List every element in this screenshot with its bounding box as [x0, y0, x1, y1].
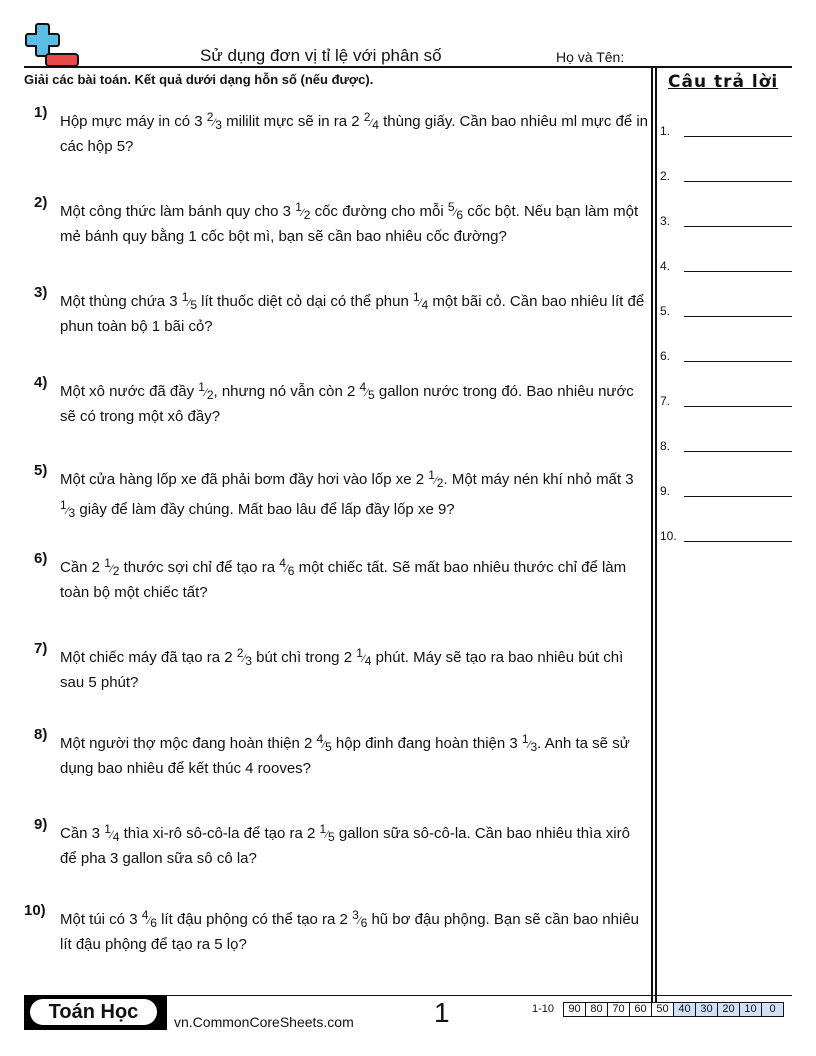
name-label: Họ và Tên: — [556, 49, 625, 65]
question-number: 5) — [34, 462, 48, 479]
question-text-segment: gallon sữa sô-cô-la. Cần bao nhiêu thìa xirô để pha 3 gallon sữa sô cô la? — [60, 825, 630, 867]
score-cell: 40 — [674, 1003, 696, 1017]
fraction-slash: ⁄ — [370, 117, 373, 129]
fraction-slash: ⁄ — [204, 387, 207, 399]
fraction-denominator: 3 — [215, 118, 222, 132]
question-text-segment: thùng giấy. Cần bao nhiêu ml mực để in các hộp 5? — [60, 113, 649, 155]
fraction — [295, 200, 311, 222]
answer-line[interactable] — [684, 226, 792, 227]
fraction-denominator: 5 — [190, 298, 197, 312]
fraction — [319, 822, 335, 844]
question-number: 6) — [34, 550, 48, 567]
fraction-slash: ⁄ — [323, 739, 326, 751]
fraction-numerator: 1 — [356, 646, 363, 660]
answer-number: 10. — [660, 529, 677, 543]
question-number: 8) — [34, 726, 48, 743]
question-item — [34, 196, 650, 248]
fraction-numerator: 1 — [181, 290, 189, 304]
fraction-slash: ⁄ — [419, 297, 422, 309]
fraction-denominator: 4 — [421, 298, 429, 312]
fraction-denominator: 6 — [456, 208, 464, 222]
answer-line[interactable] — [684, 406, 792, 407]
fraction-slash: ⁄ — [454, 207, 457, 219]
answer-field[interactable] — [660, 529, 792, 545]
answer-field[interactable] — [660, 394, 792, 410]
fraction — [521, 732, 538, 754]
fraction-slash: ⁄ — [188, 297, 191, 309]
fraction — [316, 732, 332, 754]
fraction-slash: ⁄ — [362, 653, 365, 665]
fraction-numerator: 4 — [279, 556, 286, 570]
answer-line[interactable] — [684, 451, 792, 452]
brand-label: Toán Học — [30, 999, 157, 1025]
fraction-numerator: 1 — [319, 822, 327, 836]
fraction-slash: ⁄ — [358, 915, 361, 927]
fraction — [428, 468, 444, 490]
score-table — [563, 1002, 784, 1017]
question-number: 1) — [34, 104, 48, 121]
answer-field[interactable] — [660, 304, 792, 320]
page-number: 1 — [434, 997, 450, 1028]
answer-line[interactable] — [684, 271, 792, 272]
fraction — [198, 380, 214, 402]
fraction-numerator: 1 — [428, 468, 435, 482]
question-text-segment: Hộp mực máy in có 3 — [60, 113, 207, 130]
fraction-slash: ⁄ — [110, 563, 113, 575]
fraction-slash: ⁄ — [243, 653, 246, 665]
answer-line[interactable] — [684, 541, 792, 542]
question-text-segment: một chiếc tất. Sẽ mất bao nhiêu thước chỉ để làm toàn bộ một chiếc tất? — [60, 559, 627, 601]
question-text-segment: phút. Máy sẽ tạo ra bao nhiêu bút chì sau 5 phút? — [60, 649, 624, 691]
fraction-numerator: 1 — [412, 290, 420, 304]
score-cell: 0 — [762, 1003, 784, 1017]
answer-field[interactable] — [660, 484, 792, 500]
fraction-slash: ⁄ — [285, 563, 288, 575]
column-divider — [651, 67, 653, 1002]
fraction — [181, 290, 197, 312]
answer-number: 6. — [660, 349, 671, 363]
plus-minus-logo-icon — [24, 22, 80, 68]
question-text-segment: Một thùng chứa 3 — [60, 293, 182, 310]
question-item — [34, 286, 650, 338]
answer-field[interactable] — [660, 169, 792, 185]
fraction-denominator: 4 — [364, 654, 372, 668]
fraction-slash: ⁄ — [66, 505, 69, 517]
answer-line[interactable] — [684, 496, 792, 497]
question-item — [34, 552, 650, 604]
score-cell: 50 — [652, 1003, 674, 1017]
question-text-segment: hũ bơ đậu phộng. Bạn sẽ cần bao nhiêu lít đậu phộng để tạo ra 5 lọ? — [60, 911, 640, 953]
answer-number: 4. — [660, 259, 671, 273]
fraction — [236, 646, 252, 668]
fraction-slash: ⁄ — [110, 829, 113, 841]
fraction — [104, 556, 120, 578]
answer-field[interactable] — [660, 439, 792, 455]
question-text-segment: lít đậu phộng có thể tạo ra 2 — [156, 911, 353, 928]
fraction-denominator: 6 — [150, 916, 157, 930]
fraction-numerator: 1 — [295, 200, 302, 214]
question-text-segment: lít thuốc diệt cỏ dại có thể phun — [197, 293, 413, 310]
question-item — [34, 376, 650, 428]
question-text-segment: Một công thức làm bánh quy cho 3 — [60, 203, 296, 220]
fraction-denominator: 6 — [360, 916, 368, 930]
fraction-denominator: 6 — [287, 564, 295, 578]
question-text — [60, 728, 650, 780]
fraction-denominator: 3 — [530, 740, 538, 754]
answer-field[interactable] — [660, 349, 792, 365]
fraction — [279, 556, 295, 578]
fraction-denominator: 2 — [206, 388, 214, 402]
fraction — [412, 290, 429, 312]
question-text — [60, 552, 650, 604]
question-text-segment: Một túi có 3 — [60, 911, 142, 928]
answer-field[interactable] — [660, 214, 792, 230]
fraction-denominator: 3 — [245, 654, 252, 668]
fraction-numerator: 4 — [359, 380, 367, 394]
answer-number: 7. — [660, 394, 671, 408]
fraction — [141, 908, 157, 930]
question-text — [60, 106, 650, 158]
question-text — [60, 196, 650, 248]
question-item — [34, 464, 650, 524]
question-text-segment: một bãi cỏ. Cần bao nhiêu lít để phun toàn bộ 1 bãi cỏ? — [60, 293, 645, 335]
fraction — [352, 908, 368, 930]
question-text-segment: Một xô nước đã đầy — [60, 383, 199, 400]
score-cell: 20 — [718, 1003, 740, 1017]
question-text-segment: . Anh ta sẽ sử dụng bao nhiêu để kết thúc 4 rooves? — [60, 735, 630, 777]
answer-number: 9. — [660, 484, 671, 498]
question-text — [60, 904, 650, 956]
question-text-segment: thìa xi-rô sô-cô-la để tạo ra 2 — [119, 825, 320, 842]
answer-number: 5. — [660, 304, 671, 318]
worksheet-title: Sử dụng đơn vị tỉ lệ với phân số — [200, 46, 442, 65]
fraction — [447, 200, 464, 222]
fraction-numerator: 1 — [521, 732, 529, 746]
fraction-numerator: 1 — [198, 380, 205, 394]
fraction-slash: ⁄ — [148, 915, 151, 927]
question-text-segment: Một người thợ mộc đang hoàn thiện 2 — [60, 735, 317, 752]
question-text-segment: giây để làm đầy chúng. Mất bao lâu để lấp đầy lốp xe 9? — [75, 501, 455, 518]
score-cell: 70 — [608, 1003, 630, 1017]
answer-number: 8. — [660, 439, 671, 453]
fraction-denominator: 3 — [68, 506, 76, 520]
question-text-segment: cốc đường cho mỗi — [310, 203, 448, 220]
fraction-numerator: 1 — [60, 498, 67, 512]
fraction-denominator: 5 — [328, 830, 335, 844]
fraction-numerator: 4 — [141, 908, 149, 922]
fraction-denominator: 2 — [303, 208, 311, 222]
score-cell: 90 — [564, 1003, 586, 1017]
answer-number: 1. — [660, 124, 671, 138]
question-text-segment: cốc bột. Nếu bạn làm một mẻ bánh quy bằng 1 cốc bột mì, bạn sẽ cần bao nhiêu cốc đường? — [60, 203, 639, 245]
score-range-label: 1-10 — [532, 1003, 555, 1015]
fraction-numerator: 2 — [236, 646, 244, 660]
fraction-numerator: 1 — [104, 556, 111, 570]
question-number: 3) — [34, 284, 48, 301]
question-text-segment: Một chiếc máy đã tạo ra 2 — [60, 649, 237, 666]
answers-title: Câu trả lời — [668, 72, 779, 92]
fraction-denominator: 2 — [436, 476, 444, 490]
fraction-numerator: 2 — [206, 110, 214, 124]
fraction-slash: ⁄ — [366, 387, 369, 399]
fraction-numerator: 5 — [447, 200, 455, 214]
fraction-slash: ⁄ — [434, 475, 437, 487]
brand-badge — [24, 995, 167, 1030]
question-text-segment: bút chì trong 2 — [251, 649, 357, 666]
instructions: Giải các bài toán. Kết quả dưới dạng hỗn số (nếu được). — [24, 72, 374, 87]
fraction-slash: ⁄ — [213, 117, 216, 129]
question-text-segment: Cần 3 — [60, 825, 105, 842]
fraction — [356, 646, 372, 668]
fraction-slash: ⁄ — [326, 829, 329, 841]
fraction — [363, 110, 379, 132]
question-text — [60, 464, 650, 524]
fraction-slash: ⁄ — [301, 207, 304, 219]
question-item — [34, 642, 650, 694]
fraction-denominator: 5 — [325, 740, 332, 754]
question-text — [60, 818, 650, 870]
question-item — [24, 902, 650, 956]
fraction-denominator: 4 — [112, 830, 120, 844]
answer-field[interactable] — [660, 124, 792, 140]
question-item — [34, 106, 650, 158]
fraction — [206, 110, 222, 132]
fraction-numerator: 3 — [352, 908, 359, 922]
question-text-segment: gallon nước trong đó. Bao nhiêu nước sẽ có trong một xô đầy? — [60, 383, 634, 425]
fraction-numerator: 2 — [363, 110, 371, 124]
header-divider — [24, 66, 792, 68]
fraction-denominator: 2 — [112, 564, 120, 578]
fraction — [60, 498, 76, 520]
question-text — [60, 286, 650, 338]
question-text-segment: Một cửa hàng lốp xe đã phải bơm đầy hơi vào lốp xe 2 — [60, 471, 429, 488]
question-item — [34, 728, 650, 780]
question-text-segment: . Một máy nén khí nhỏ mất 3 — [443, 471, 634, 488]
score-cell: 10 — [740, 1003, 762, 1017]
fraction-slash: ⁄ — [528, 739, 531, 751]
answer-number: 3. — [660, 214, 671, 228]
question-item — [34, 818, 650, 870]
fraction-numerator: 4 — [316, 732, 324, 746]
question-number: 4) — [34, 374, 48, 391]
question-text — [60, 376, 650, 428]
column-divider — [655, 67, 657, 1002]
question-text-segment: thước sợi chỉ để tạo ra — [119, 559, 280, 576]
answer-line[interactable] — [684, 136, 792, 137]
question-text-segment: mililit mực sẽ in ra 2 — [221, 113, 364, 130]
score-cell: 80 — [586, 1003, 608, 1017]
score-cell: 60 — [630, 1003, 652, 1017]
question-text-segment: hộp đinh đang hoàn thiện 3 — [331, 735, 522, 752]
question-text-segment: , nhưng nó vẫn còn 2 — [213, 383, 360, 400]
answer-field[interactable] — [660, 259, 792, 275]
answer-line[interactable] — [684, 316, 792, 317]
question-text-segment: Cần 2 — [60, 559, 105, 576]
fraction — [359, 380, 375, 402]
fraction-denominator: 4 — [372, 118, 379, 132]
question-number: 2) — [34, 194, 48, 211]
answer-number: 2. — [660, 169, 671, 183]
score-cell: 30 — [696, 1003, 718, 1017]
question-number: 7) — [34, 640, 48, 657]
question-text — [60, 642, 650, 694]
question-number: 10) — [24, 902, 46, 919]
fraction-numerator: 1 — [104, 822, 111, 836]
answer-line[interactable] — [684, 361, 792, 362]
fraction — [104, 822, 120, 844]
question-number: 9) — [34, 816, 48, 833]
fraction-denominator: 5 — [368, 388, 375, 402]
site-url: vn.CommonCoreSheets.com — [174, 1014, 354, 1030]
answer-line[interactable] — [684, 181, 792, 182]
